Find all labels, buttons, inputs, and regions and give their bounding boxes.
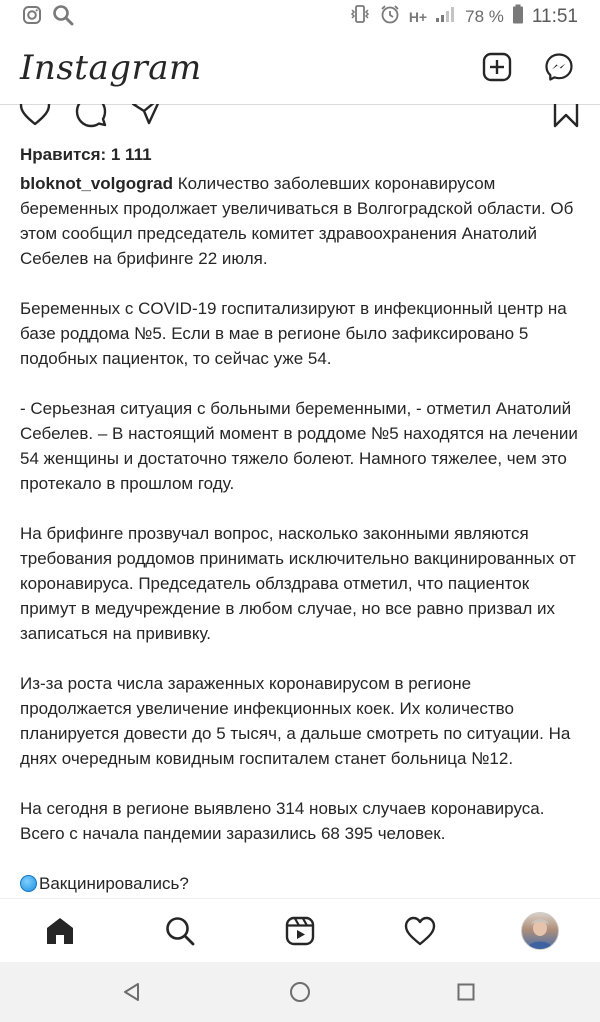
nav-home[interactable]: [40, 911, 80, 951]
caption-paragraph: bloknot_volgograd Количество заболевших коронавирусом беременных продолжает увеличиваться в Волгоградской области. Об этом сообщил председатель комитет здравоохранения Анатолий Себелев на брифинге 22 июля.: [20, 174, 574, 268]
alarm-icon: [379, 3, 401, 30]
bookmark-icon: [552, 104, 580, 128]
search-status-icon: [52, 4, 74, 31]
vaccinated-line: [20, 871, 582, 896]
post-action-row: [0, 104, 600, 130]
instagram-logo[interactable]: Instagram: [20, 48, 202, 88]
network-type: H+: [408, 8, 428, 25]
system-recents-button[interactable]: [453, 979, 479, 1005]
vibrate-icon: [349, 4, 371, 29]
like-button[interactable]: [18, 104, 52, 130]
instagram-status-icon: [22, 5, 42, 30]
heart-icon: [18, 104, 52, 128]
battery-percent: 78 %: [465, 6, 504, 26]
status-bar: [0, 0, 600, 32]
signal-icon: [435, 5, 457, 28]
battery-icon: [512, 4, 524, 29]
avatar[interactable]: [521, 912, 559, 950]
vaccinated-question: Вакцинировались?: [39, 874, 189, 893]
search-icon: [164, 915, 196, 947]
caption-paragraph: На сегодня в регионе выявлено 314 новых случаев коронавируса. Всего с начала пандемии заразились 68 395 человек.: [20, 799, 545, 843]
app-header: [0, 32, 600, 105]
back-triangle-icon: [121, 981, 143, 1003]
comment-button[interactable]: [74, 104, 108, 130]
share-button[interactable]: [130, 104, 164, 130]
caption-paragraph: На брифинге прозвучал вопрос, насколько законными являются требования роддомов принимать исключительно вакцинированных от коронавируса. Председатель облздрава отметил, что пациенток примут в медучреждение в любом случае, но все равно призвал их записаться на прививку.: [20, 524, 576, 643]
caption-paragraph: - Серьезная ситуация с больными беременными, - отметил Анатолий Себелев. – В настоящий момент в роддоме №5 находятся на лечении 54 женщины и достаточно тяжело болеют. Намного тяжелее, чем это протекало в прошлом году.: [20, 399, 578, 493]
post-username[interactable]: bloknot_volgograd: [20, 174, 173, 193]
comment-icon: [74, 104, 108, 128]
plus-square-icon: [482, 52, 512, 82]
nav-search[interactable]: [160, 911, 200, 951]
save-button[interactable]: [552, 104, 580, 130]
messenger-button[interactable]: [542, 50, 576, 84]
messenger-icon: [544, 52, 574, 82]
system-home-button[interactable]: [287, 979, 313, 1005]
caption-paragraph: Беременных с COVID-19 госпитализируют в инфекционный центр на базе роддома №5. Если в мае в регионе было зафиксировано 5 подобных пациенток, то сейчас уже 54.: [20, 299, 567, 368]
nav-reels[interactable]: [280, 911, 320, 951]
nav-activity[interactable]: [400, 911, 440, 951]
paper-plane-icon: [130, 104, 164, 128]
bottom-navigation: [0, 898, 600, 963]
system-back-button[interactable]: [119, 979, 145, 1005]
new-post-button[interactable]: [480, 50, 514, 84]
blue-circle-icon: [20, 875, 37, 892]
nav-profile[interactable]: [520, 911, 560, 951]
clock: 11:51: [531, 5, 578, 27]
caption-paragraph: Из-за роста числа зараженных коронавирусом в регионе продолжается увеличение инфекционных коек. Их количество планируется довести до 5 тысяч, а дальше смотреть по ситуации. На днях очередным ковидным госпиталем станет больница №12.: [20, 674, 571, 768]
recents-square-icon: [455, 981, 477, 1003]
system-navigation: [0, 962, 600, 1022]
reels-icon: [284, 915, 316, 947]
likes-count[interactable]: Нравится: 1 111: [20, 145, 152, 164]
home-circle-icon: [288, 980, 312, 1004]
post-caption: [20, 171, 582, 896]
home-icon: [44, 915, 76, 947]
heart-icon: [403, 915, 437, 947]
